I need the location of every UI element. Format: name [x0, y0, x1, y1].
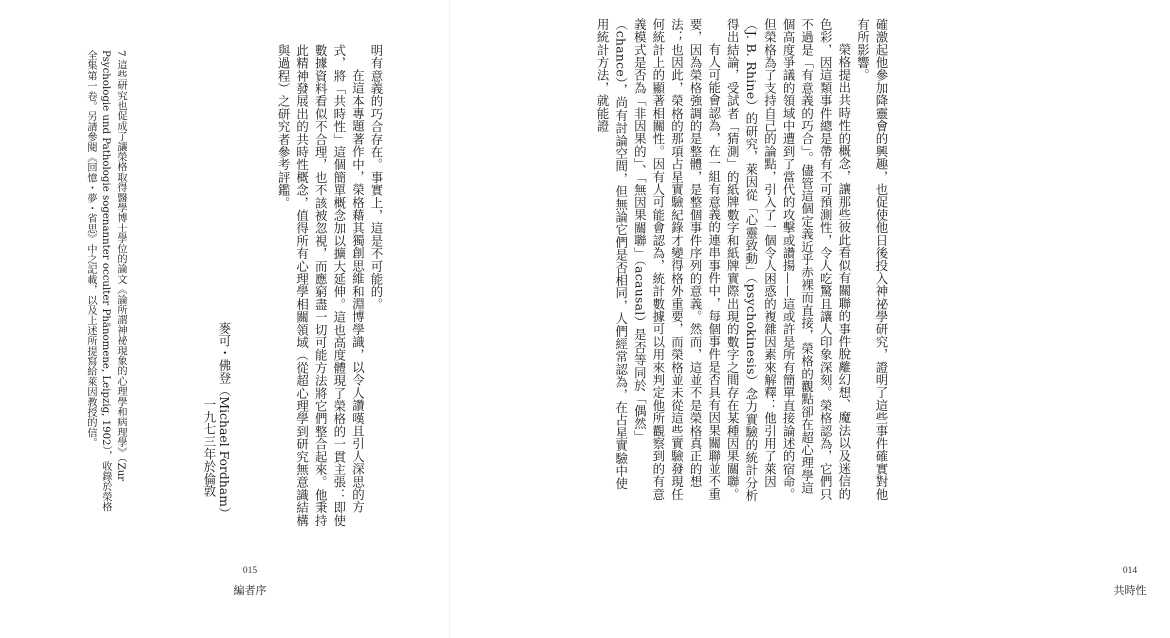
right-paragraph-3: 有人可能會認為，在一組有意義的連串事件中，每個事件是否具有因果關聯並不重要，因為榮格強調的是整體，是整個事件序列的意義。然而，這並不是榮格真正的想法；也因此，榮格的那項占星實驗紀錄才變得格外重要，而榮格並未從這些實驗發現任何統計上的顯著相關性。因有人可能會認為，統計數據可以用來判定他所觀察到的有意義模式是否為「非因果的」、「無因果關聯」（acausal）是否等同於「偶然」（chance），尚有討論空間，但無論它們是否相同，人們經常認為，在占星實驗中使用統計方法，就能證 — [595, 18, 722, 501]
signature-date: 一九七三年於倫敦 — [202, 398, 217, 498]
left-paragraph-1: 明有意義的巧合存在。事實上，這是不可能的。 — [369, 44, 384, 311]
right-page — [450, 0, 1147, 638]
right-paragraph-2: 榮格提出共時性的概念，讓那些彼此看似有關聯的事件脫離幻想、魔法以及迷信的色彩，因這類事件總是帶有不可預測性，令人吃驚且讓人印象深刻。榮格認為，它們只不過是「有意義的巧合」。儘管這個定義近乎赤裸而直接，榮格的觀點卻在超心理學這個高度爭議的領域中遭到了當代的攻擊或讚揚——這或許是所有簡單直接論述的宿命。但榮格為了支持自己的論點，引入了一個令人困惑的複雜因素來解釋：他引用了萊因（J. B. Rhine）的研究，萊因從「心靈致動」（psychokinesis）念力實驗的統計分析得出結論，受試者「猜測」的紙牌數字和紙牌實際出現的數字之間存在某種因果關聯。 — [725, 18, 852, 502]
signature-name: 麥可・佛登（Michael Fordham） — [217, 322, 232, 520]
left-running-title: 編者序 — [233, 584, 267, 597]
right-page-number: 014 — [1122, 566, 1138, 576]
footnote: 7 這些研究也促成了讓榮格取得醫學博士學位的論文《論所謂神祕現象的心理學和病理學》（Zur Psychologie und Pathologie sogenannter occulter Phänomene, Leipzig, 1902），收錄於榮格全集第一卷。另請參閱《回憶・夢・省思》中之記載，以及上述所提寫給萊因教授的信。 — [85, 50, 126, 512]
left-paragraph-2: 在這本專題著作中，榮格藉其獨創思維和淵博學識，以令人讚嘆且引人深思的方式，將「共時性」這個簡單概念加以擴大延伸。這也高度體現了榮格的一貫主張：即使數據資料看似不合理，也不該被忽視，而應窮盡一切可能方法將它們整合起來。他秉持此精神發展出的共時性概念，值得所有心理學相關領域（從超心理學到研究無意識結構與過程）之研究者參考評鑑。 — [276, 44, 366, 527]
left-page-number: 015 — [242, 566, 258, 576]
right-paragraph-1: 確激起他參加降靈會的興趣，也促使他日後投入神祕學研究，證明了這些事件確實對他有所影響。 — [855, 18, 889, 501]
left-page — [0, 0, 450, 638]
right-page-body — [470, 18, 890, 502]
right-running-title: 共時性 — [1113, 584, 1147, 597]
